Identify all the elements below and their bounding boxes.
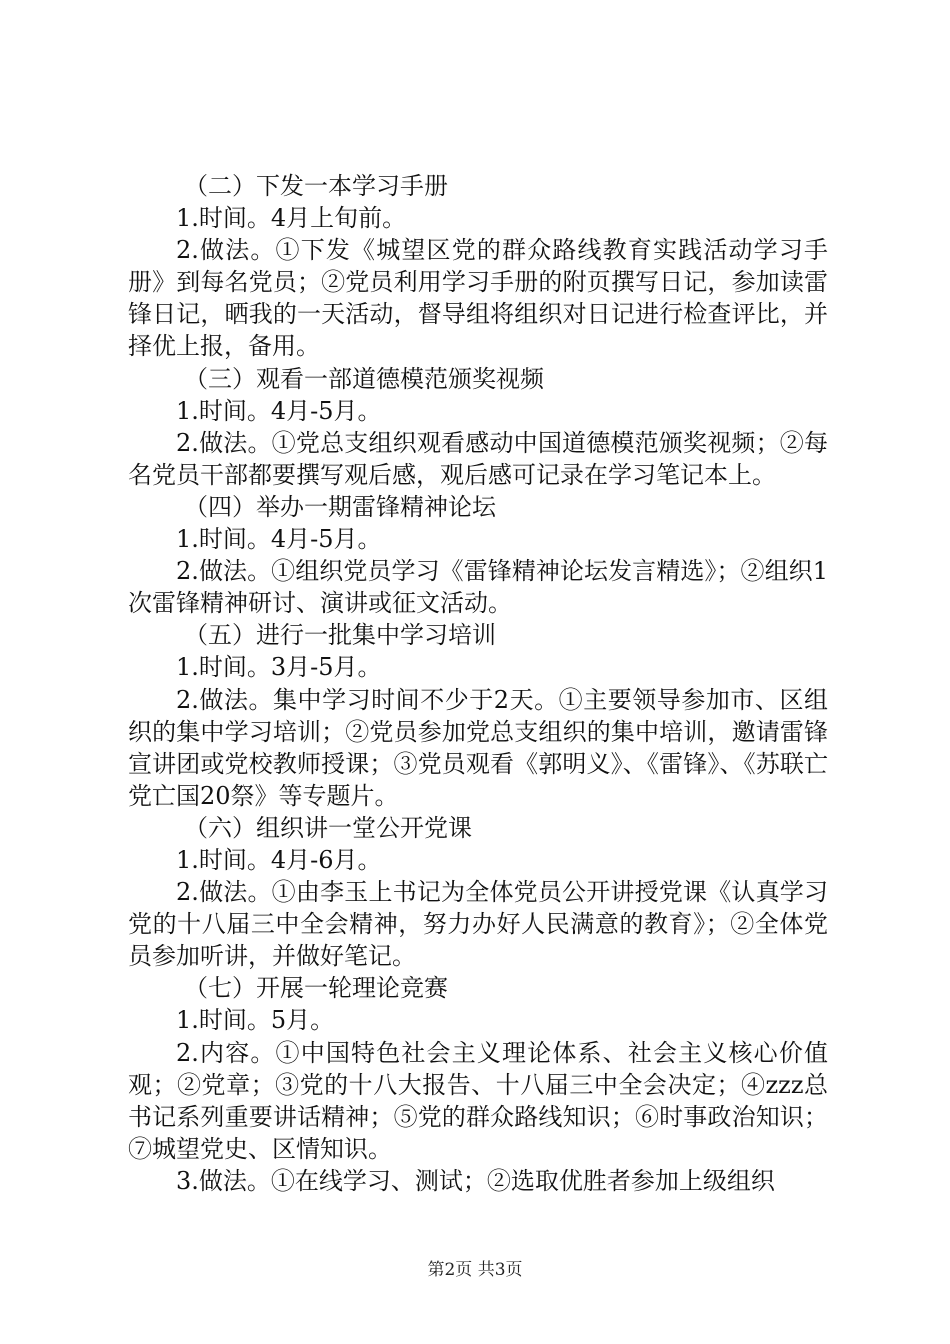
- section-heading: （七）开展一轮理论竞赛: [184, 974, 448, 1003]
- section-heading: （四）举办一期雷锋精神论坛: [184, 492, 496, 521]
- paragraph: 1.时间。3月-5月。: [176, 653, 382, 682]
- paragraph: 2.做法。①下发《城望区党的群众路线教育实践活动学习手册》到每名党员；②党员利用学习手册的附页撰写日记，参加读雷锋日记，晒我的一天活动，督导组将组织对日记进行检查评比，并择优上报，备用。: [128, 236, 828, 361]
- paragraph: 3.做法。①在线学习、测试；②选取优胜者参加上级组织: [176, 1166, 775, 1195]
- paragraph: 2.做法。①组织党员学习《雷锋精神论坛发言精选》；②组织1次雷锋精神研讨、演讲或征文活动。: [128, 557, 828, 618]
- paragraph: 2.做法。集中学习时间不少于2天。①主要领导参加市、区组织的集中学习培训；②党员参加党总支组织的集中培训，邀请雷锋宣讲团或党校教师授课；③党员观看《郭明义》、《雷锋》、《苏联亡党亡国20祭》等专题片。: [128, 685, 828, 810]
- paragraph: 1.时间。4月-6月。: [176, 845, 382, 874]
- paragraph: 1.时间。4月上旬前。: [176, 204, 407, 233]
- section-heading: （五）进行一批集中学习培训: [184, 621, 496, 650]
- page-footer: 第2页 共3页: [427, 1260, 523, 1280]
- section-heading: （六）组织讲一堂公开党课: [184, 813, 472, 842]
- section-heading: （二）下发一本学习手册: [184, 172, 448, 200]
- paragraph: 2.做法。①党总支组织观看感动中国道德模范颁奖视频；②每名党员干部都要撰写观后感，观后感可记录在学习笔记本上。: [128, 428, 828, 489]
- paragraph: 2.做法。①由李玉上书记为全体党员公开讲授党课《认真学习党的十八届三中全会精神，努力办好人民满意的教育》；②全体党员参加听讲，并做好笔记。: [128, 878, 828, 971]
- paragraph: 1.时间。4月-5月。: [176, 396, 382, 425]
- paragraph: 1.时间。5月。: [176, 1006, 335, 1035]
- section-heading: （三）观看一部道德模范颁奖视频: [184, 364, 544, 393]
- paragraph: 1.时间。4月-5月。: [176, 525, 382, 554]
- document-body: [128, 170, 828, 1197]
- paragraph: 2.内容。①中国特色社会主义理论体系、社会主义核心价值观；②党章；③党的十八大报告、十八届三中全会决定；④zzz总书记系列重要讲话精神；⑤党的群众路线知识；⑥时事政治知识；⑦城望党史、区情知识。: [128, 1038, 828, 1163]
